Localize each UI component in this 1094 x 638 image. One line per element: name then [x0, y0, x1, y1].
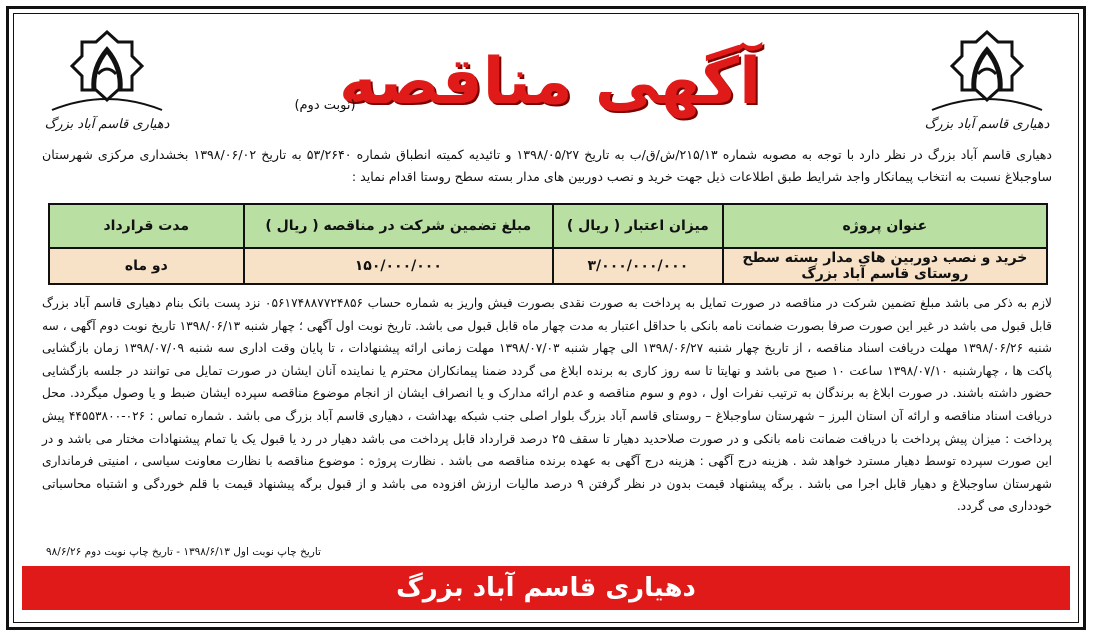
logo-right-text: دهیاری قاسم آباد بزرگ [924, 117, 1050, 132]
table-row [49, 248, 1047, 284]
cell-contract-duration: دو ماه [49, 248, 244, 284]
header-guarantee-amount: مبلغ تضمین شرکت در مناقصه ( ریال ) [244, 204, 553, 248]
cell-credit-amount: ۳/۰۰۰/۰۰۰/۰۰۰ [553, 248, 723, 284]
intro-paragraph: دهیاری قاسم آباد بزرگ در نظر دارد با توجه به مصوبه شماره ۲۱۵/۱۳/ش/ق/ب به تاریخ ۱۳۹۸/۰۵/۲۷ و تائیدیه کمیته انطباق شماره ۵۳/۲۶۴۰ به تاریخ ۱۳۹۸/۰۶/۰۲ بخشداری مرکزی شهرستان ساوجبلاغ نسبت به انتخاب پیمانکار واجد شرایط طبق اطلاعات ذیل جهت خرید و نصب دوربین های مدار بسته سطح روستا اقدام نماید : [42, 147, 1052, 184]
print-dates: تاریخ چاپ نوبت اول ۱۳۹۸/۶/۱۳ - تاریخ چاپ نوبت دوم ۹۸/۶/۲۶ [46, 546, 321, 558]
logo-right [912, 28, 1062, 138]
logo-left-text: دهیاری قاسم آباد بزرگ [44, 117, 170, 132]
header-credit-amount: میزان اعتبار ( ریال ) [553, 204, 723, 248]
logo-left [32, 28, 182, 138]
terms-paragraph: لازم به ذکر می باشد مبلغ تضمین شرکت در مناقصه در صورت تمایل به پرداخت به صورت نقدی بصورت فیش واریز به شماره حساب ۰۵۶۱۷۴۸۸۷۷۲۴۸۵۶ نزد پست بانک بنام دهیاری قاسم آباد بزرگ قابل قبول می باشد در غیر این صورت صرفا بصورت ضمانت نامه بانکی با حداقل اعتبار به مدت چهار ماه قابل قبول می باشد. تاریخ نوبت اول آگهی ؛ چهار شنبه ۱۳۹۸/۰۶/۱۳ تاریخ نوبت دوم آگهی ، سه شنبه ۱۳۹۸/۰۶/۲۶ مهلت دریافت اسناد مناقصه ، از تاریخ چهار شنبه ۱۳۹۸/۰۶/۲۷ الی چهار شنبه ۱۳۹۸/۰۷/۰۳ مهلت زمانی ارائه پیشنهادات ، تا پایان وقت اداری سه شنبه ۱۳۹۸/۰۷/۰۹ زمان بازگشایی پاکت ها ، چهارشنبه ۱۳۹۸/۰۷/۱۰ ساعت ۱۰ صبح می باشد و نهایتا تا سه روز کاری به برنده ابلاغ می گردد ضمنا پیمانکاران محترم یا نماینده آنان ایشان در صورت تمایل می توانند در جلسه بازگشایی حضور داشته باشند. در صورت ابلاغ به برندگان به ترتیب نفرات اول ، دوم و سوم مناقصه و عدم ارائه مدارک و یا انصراف ایشان از انجام موضوع مناقصه سپرده ایشان ضبط و یا وصول میگردد. محل دریافت اسناد مناقصه و ارائه آن استان البرز – شهرستان ساوجبلاغ – روستای قاسم آباد بزرگ بلوار اصلی جنب شبکه بهداشت ، دهیاری قاسم آباد بزرگ می باشد . شماره تماس : ۰۲۶-۴۴۵۵۳۸۰۰ پیش پرداخت : میزان پیش پرداخت با دریافت ضمانت نامه بانکی و در صورت صلاحدید دهیار تا سقف ۲۵ درصد قرارداد قابل پرداخت می باشد دهیار در رد یا قبول یک یا تمام پیشنهادات مختار می باشد و در این صورت سپرده توسط دهیار مسترد خواهد شد . هزینه درج آگهی : هزینه درج آگهی به عهده برنده مناقصه می باشد . نظارت پروژه : موضوع مناقصه با نظارت معاونت سیاسی ، امنیتی فرمانداری شهرستان ساوجبلاغ و دهیار قابل اجرا می باشد . برگه پیشنهاد قیمت بدون در نظر گرفتن ۹ درصد مالیات ارزش افزوده می باشد و از قبول برگه پیشنهاد قیمت با قلم خوردگی و اشتباه محاسباتی خودداری می گردد. [42, 296, 1052, 514]
footer-banner: دهیاری قاسم آباد بزرگ [22, 566, 1070, 610]
dehyari-emblem-icon [32, 28, 182, 118]
cell-guarantee-amount: ۱۵۰/۰۰۰/۰۰۰ [244, 248, 553, 284]
table-header-row [49, 204, 1047, 248]
dehyari-emblem-icon [912, 28, 1062, 118]
page-title: آگهی مناقصه [339, 45, 761, 119]
header-contract-duration: مدت قرارداد [49, 204, 244, 248]
tender-table [48, 203, 1048, 285]
round-label: (نوبت دوم) [294, 98, 356, 113]
cell-project-title: خرید و نصب دوربین های مدار بسته سطح روستای قاسم آباد بزرگ [723, 248, 1047, 284]
header-project-title: عنوان پروژه [723, 204, 1047, 248]
